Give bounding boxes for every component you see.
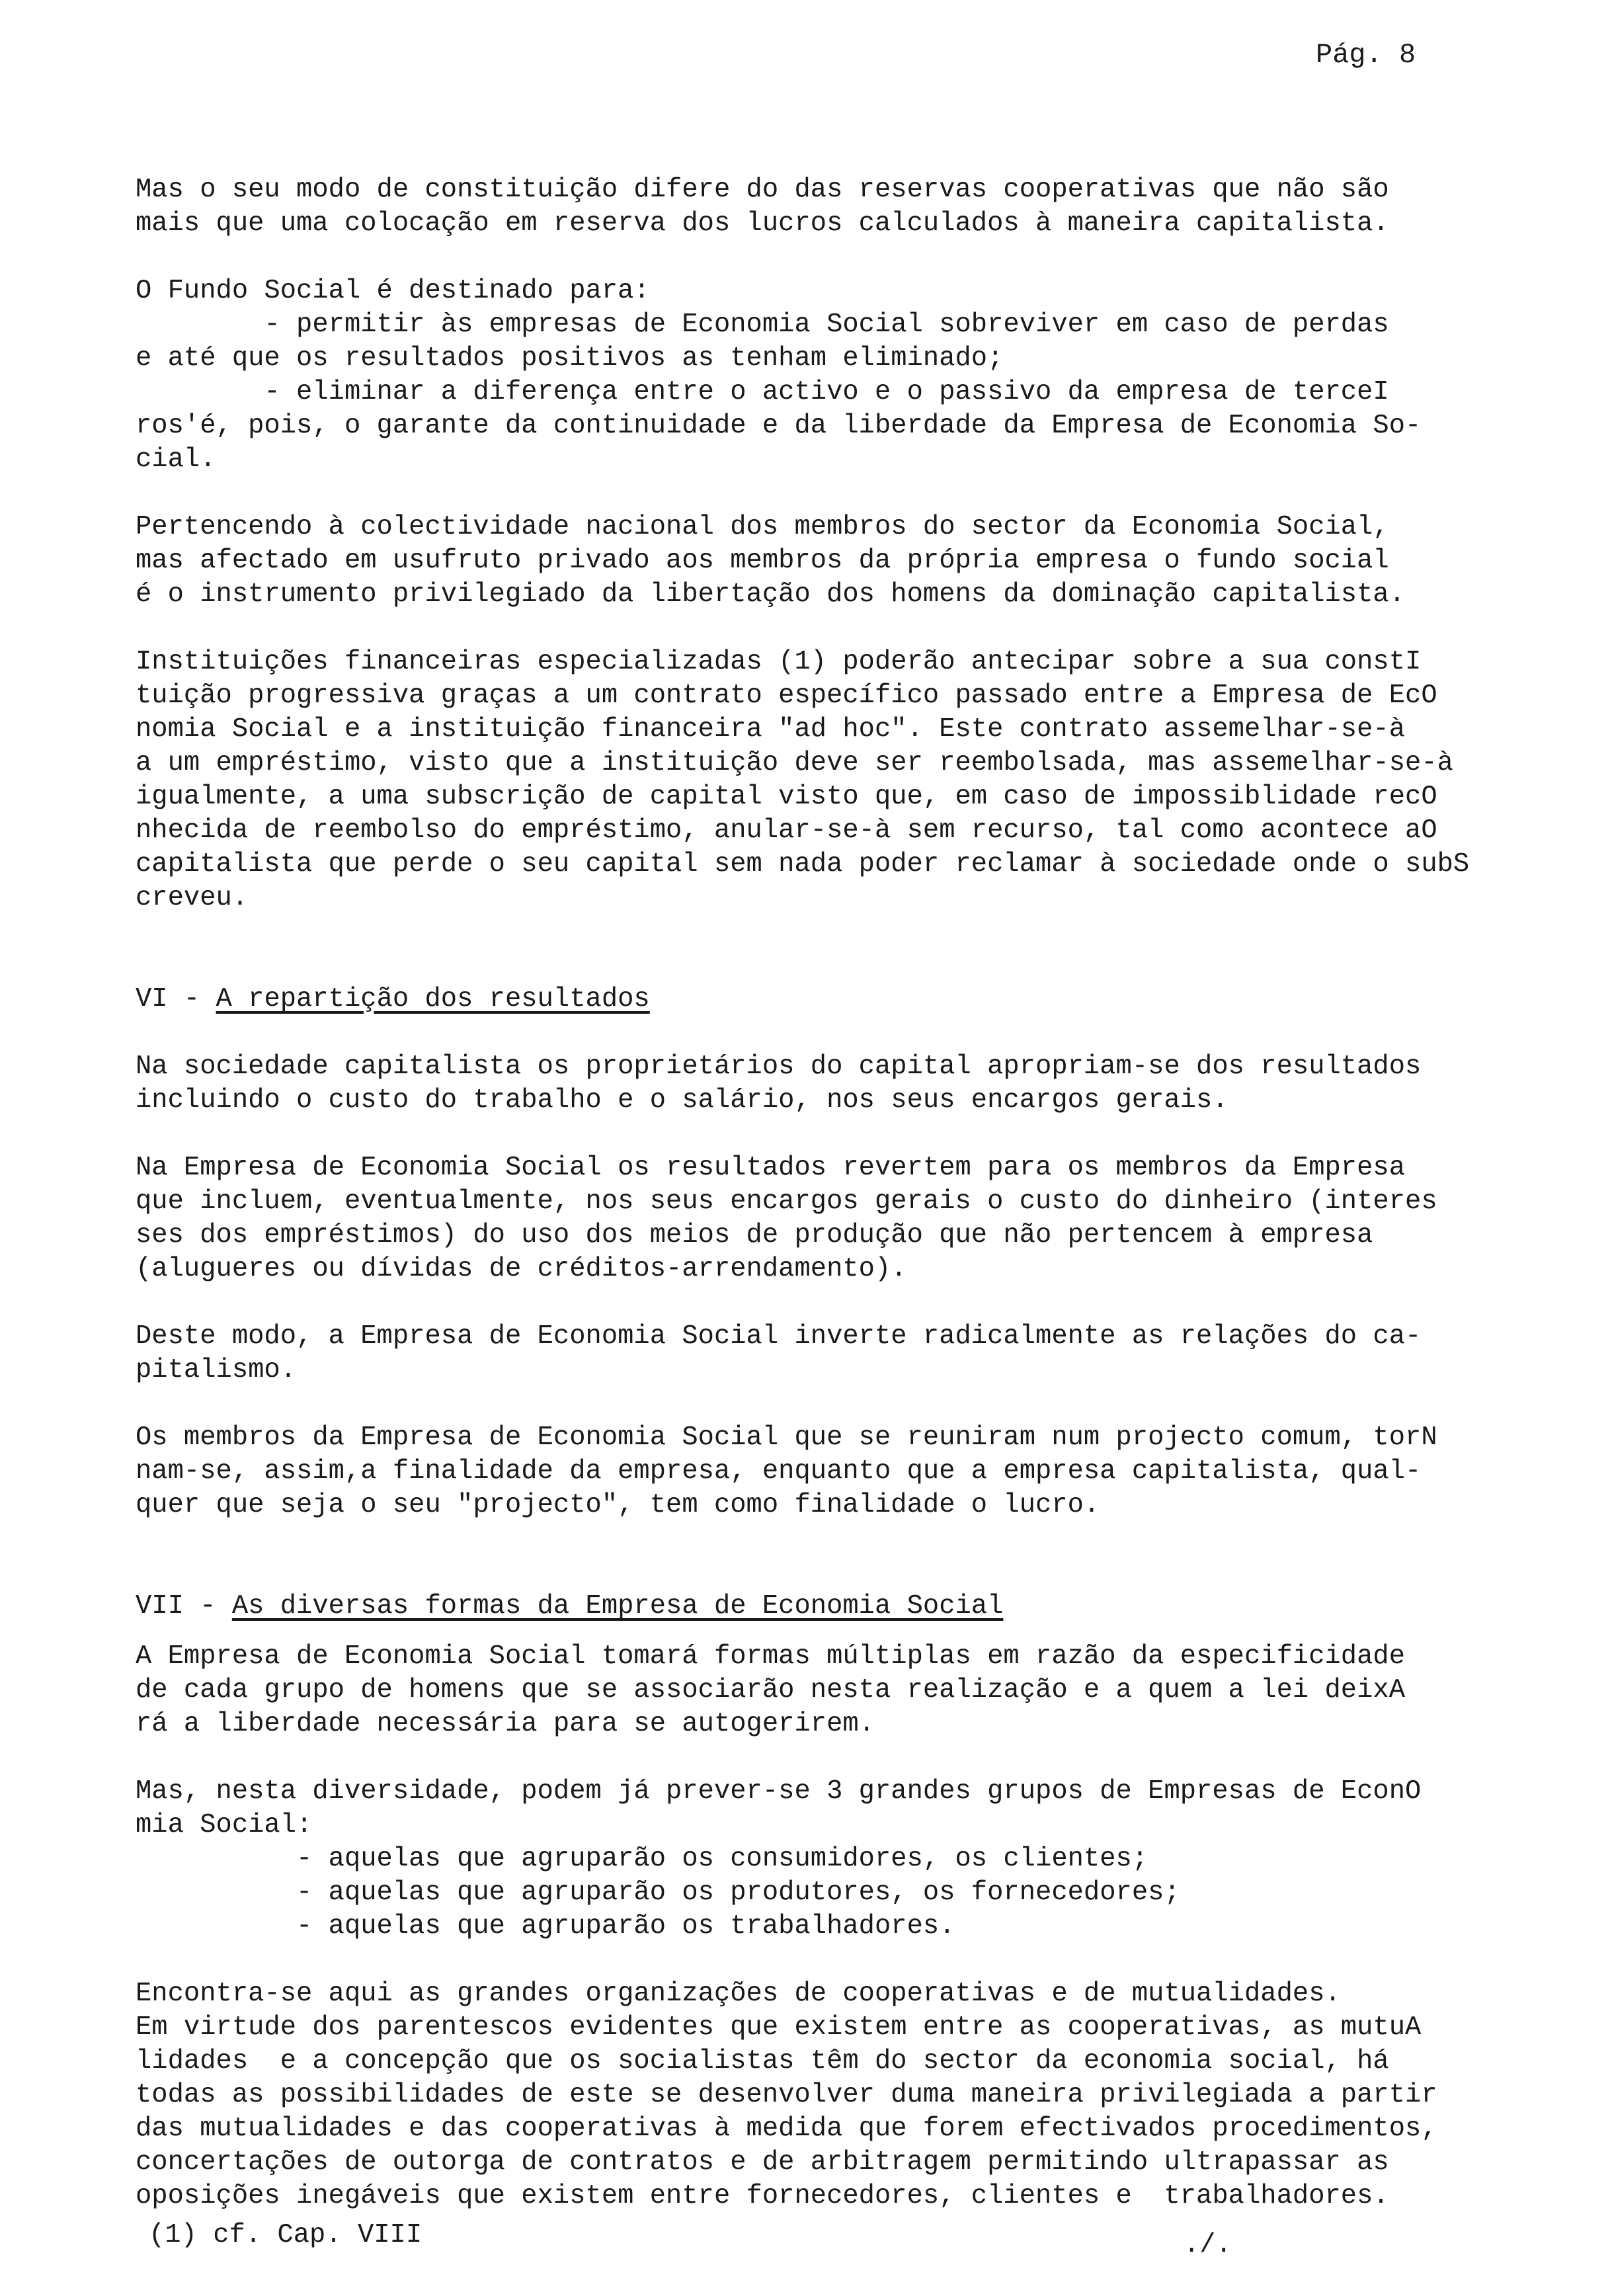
- paragraph: [136, 1151, 1471, 1286]
- text-line: Pertencendo à colectividade nacional dos membros do sector da Economia Social,: [136, 512, 1389, 542]
- text-line: e até que os resultados positivos as tenham eliminado;: [136, 343, 1004, 374]
- text-line: Instituições financeiras especializadas (1) poderão antecipar sobre a sua constI: [136, 647, 1422, 677]
- text-line: Deste modo, a Empresa de Economia Social inverte radicalmente as relações do ca-: [136, 1321, 1422, 1352]
- text-line: que incluem, eventualmente, nos seus encargos gerais o custo do dinheiro (interes: [136, 1186, 1437, 1217]
- section-heading: [136, 1590, 1471, 1623]
- paragraph: [136, 173, 1471, 241]
- text-line: lidades e a concepção que os socialistas têm do sector da economia social, há: [136, 2046, 1389, 2076]
- text-line: a um empréstimo, visto que a instituição deve ser reembolsada, mas assemelhar-se-à: [136, 748, 1453, 778]
- paragraph: [136, 1640, 1471, 1741]
- text-line: ses dos empréstimos) do uso dos meios de produção que não pertencem à empresa: [136, 1220, 1373, 1250]
- text-line: Encontra-se aqui as grandes organizações de cooperativas e de mutualidades.: [136, 1979, 1341, 2009]
- section-heading: [136, 983, 1471, 1016]
- section-number: VI -: [136, 984, 216, 1014]
- section-number: VII -: [136, 1591, 232, 1621]
- text-line: - eliminar a diferença entre o activo e o passivo da empresa de terceI: [136, 377, 1389, 407]
- text-line: rá a liberdade necessária para se autogerirem.: [136, 1709, 875, 1739]
- text-line: oposições inegáveis que existem entre fornecedores, clientes e trabalhadores.: [136, 2181, 1389, 2211]
- text-line: Mas o seu modo de constituição difere do das reservas cooperativas que não são: [136, 175, 1389, 205]
- text-line: ros'é, pois, o garante da continuidade e da liberdade da Empresa de Economia So-: [136, 411, 1422, 441]
- text-line: mas afectado em usufruto privado aos membros da própria empresa o fundo social: [136, 546, 1389, 576]
- paragraph: [136, 1775, 1471, 1944]
- text-line: (alugueres ou dívidas de créditos-arrendamento).: [136, 1254, 907, 1284]
- paragraph: [136, 645, 1471, 915]
- text-line: creveu.: [136, 883, 249, 913]
- text-line: A Empresa de Economia Social tomará formas múltiplas em razão da especificidade: [136, 1641, 1406, 1672]
- text-line: Mas, nesta diversidade, podem já prever-se 3 grandes grupos de Empresas de EconO: [136, 1776, 1422, 1807]
- text-line: Na sociedade capitalista os proprietários do capital apropriam-se dos resultados: [136, 1051, 1422, 1082]
- text-line: pitalismo.: [136, 1355, 297, 1385]
- paragraph: [136, 1421, 1471, 1522]
- continuation-mark: ./.: [1184, 2230, 1232, 2260]
- document-body: [136, 173, 1471, 2213]
- list-item: - aquelas que agruparão os produtores, os fornecedores;: [136, 1877, 1180, 1908]
- text-line: mia Social:: [136, 1810, 313, 1840]
- text-line: igualmente, a uma subscrição de capital visto que, em caso de impossiblidade recO: [136, 782, 1437, 812]
- text-line: Em virtude dos parentescos evidentes que existem entre as cooperativas, as mutuA: [136, 2012, 1422, 2043]
- text-line: cial.: [136, 444, 216, 475]
- text-line: O Fundo Social é destinado para:: [136, 276, 650, 306]
- page-number: Pág. 8: [1316, 39, 1416, 71]
- section-title: As diversas formas da Empresa de Economia Social: [231, 1591, 1004, 1621]
- text-line: capitalista que perde o seu capital sem nada poder reclamar à sociedade onde o subS: [136, 849, 1470, 880]
- paragraph: [136, 1320, 1471, 1387]
- text-line: mais que uma colocação em reserva dos lucros calculados à maneira capitalista.: [136, 208, 1389, 239]
- text-line: nomia Social e a instituição financeira "ad hoc". Este contrato assemelhar-se-à: [136, 714, 1406, 745]
- text-line: nhecida de reembolso do empréstimo, anular-se-à sem recurso, tal como acontece aO: [136, 815, 1437, 846]
- text-line: nam-se, assim,a finalidade da empresa, enquanto que a empresa capitalista, qual-: [136, 1456, 1422, 1487]
- text-line: é o instrumento privilegiado da libertação dos homens da dominação capitalista.: [136, 579, 1406, 610]
- text-line: quer que seja o seu "projecto", tem como finalidade o lucro.: [136, 1490, 1100, 1520]
- text-line: das mutualidades e das cooperativas à medida que forem efectivados procedimentos,: [136, 2113, 1437, 2144]
- paragraph: [136, 274, 1471, 477]
- text-line: Os membros da Empresa de Economia Social que se reuniram num projecto comum, torN: [136, 1422, 1437, 1453]
- paragraph: [136, 511, 1471, 612]
- list-item: - aquelas que agruparão os consumidores, os clientes;: [136, 1844, 1148, 1874]
- text-line: - permitir às empresas de Economia Social sobreviver em caso de perdas: [136, 309, 1389, 340]
- section-title: A repartição dos resultados: [216, 984, 650, 1014]
- paragraph: [136, 1050, 1471, 1118]
- text-line: todas as possibilidades de este se desenvolver duma maneira privilegiada a partir: [136, 2080, 1437, 2110]
- text-line: incluindo o custo do trabalho e o salário, nos seus encargos gerais.: [136, 1085, 1228, 1116]
- list-item: - aquelas que agruparão os trabalhadores.: [136, 1911, 955, 1942]
- text-line: Na Empresa de Economia Social os resultados revertem para os membros da Empresa: [136, 1153, 1406, 1183]
- footnote: (1) cf. Cap. VIII: [149, 2220, 422, 2250]
- paragraph: [136, 1977, 1471, 2213]
- text-line: tuição progressiva graças a um contrato específico passado entre a Empresa de EcO: [136, 680, 1437, 711]
- text-line: de cada grupo de homens que se associarão nesta realização e a quem a lei deixA: [136, 1675, 1406, 1705]
- text-line: concertações de outorga de contratos e de arbitragem permitindo ultrapassar as: [136, 2147, 1389, 2178]
